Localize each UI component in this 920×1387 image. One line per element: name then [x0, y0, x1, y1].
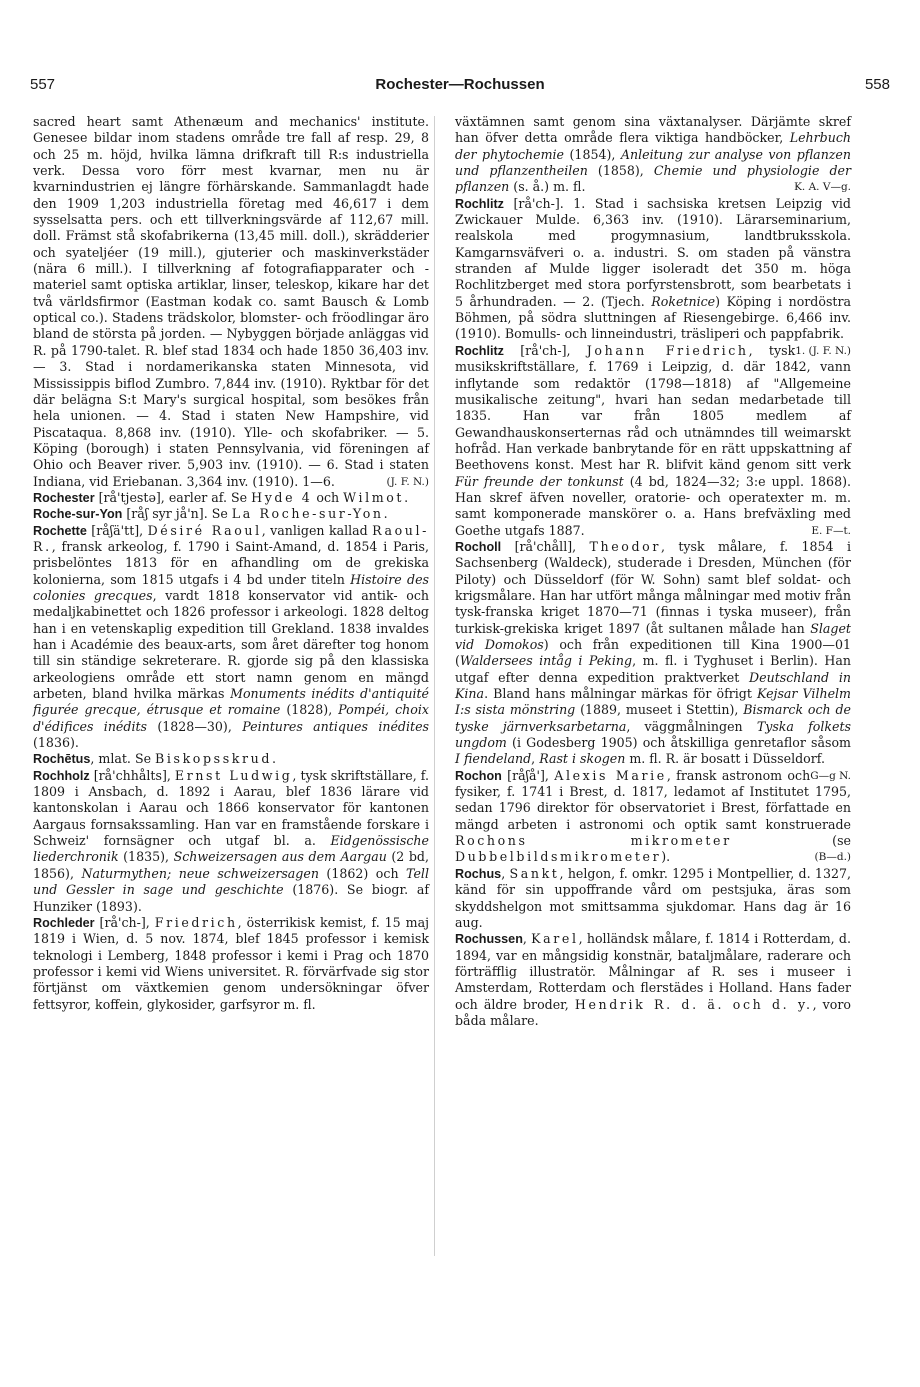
cross-reference: Wilmot [343, 489, 405, 505]
headword: Rochussen [455, 932, 523, 947]
headword: Rochholz [33, 768, 90, 783]
headword: Rochētus [33, 752, 91, 767]
entry-rochetus: Rochētus, mlat. Se Biskopsskrud. [33, 751, 277, 767]
entry-rochlitz-town: Rochlitz [rå'ch-]. 1. Stad i sachsiska kretsen Leipzig vid Zwickauer Mulde. 6,363 inv. (1910). Lärarseminarium, realskola med progymnasium, landtbruksskola. Kamgarnsväfveri o. a. industri. S. om staden på vänstra stranden af Mulde ligger isoleradt det 350 m. höga Rochlitzberget med stora porfyrstensbrott, som bearbetats i 5 århundraden. — 2. (Tjech. Roketnice) Köping i nordöstra Böhmen, på södra sluttningen af Riesengebirge. 6,466 inv. (1910). Bomulls- och linneindustri, träsliperi och pappfabrik. 1. (J. F. N.) [455, 196, 851, 343]
signature: G—g N. [810, 769, 851, 782]
signature: (B—d.) [814, 851, 851, 864]
headword: Rochon [455, 768, 502, 783]
entry-rochus: Rochus, Sankt, helgon, f. omkr. 1295 i Montpellier, d. 1327, känd för sin uppoffrande vård om pestsjuka, äras som skyddshelgon mot smittsamma sjukdomar. Hans dag är 16 aug. [455, 865, 851, 930]
headword: Rochlitz [455, 343, 504, 358]
entry-rochholz: Rochholz [rå'chhålts], Ernst Ludwig, tysk skriftställare, f. 1809 i Ansbach, d. 1892 i Aarau, blef 1836 lärare vid kantonskolan i Aarau och 1866 konservator för kantonen Aargaus fornsakssamling. Han var en framstående forskare i Schweiz' fornsägner och utgaf bl. a. Eidgenössische liederchronik (1835), Schweizersagen aus dem Aargau (2 bd, 1856), Naturmythen; neue schweizersagen (1862) och Tell und Gessler in sage und geschichte (1876). Se biogr. af Hunziker (1893). [33, 767, 430, 914]
entry-roche-sur-yon: Roche-sur-Yon [råʃ syr jå'n]. Se La Roche-sur-Yon. [33, 506, 388, 522]
entry-rochleder: Rochleder [rå'ch-], Friedrich, österrikisk kemist, f. 15 maj 1819 i Wien, d. 5 nov. 1874, blef 1845 professor i kemisk teknologi i Lemberg, 1848 professor i kemi i Prag och 1870 professor i kemi vid Wiens universitet. R. förvärfvade sig stor förtjänst om växtkemien genom undersökningar öfver fettsyror, koffein, glykosider, garfsyror m. fl. [33, 914, 430, 1012]
headword: Rochlitz [455, 196, 504, 211]
headword: Rochette [33, 523, 87, 538]
signature: E. F—t. [811, 524, 851, 537]
page-header [30, 76, 890, 98]
column-divider [434, 116, 435, 1256]
headword: Rochester [33, 490, 95, 505]
cross-reference: Hyde 4 [251, 489, 313, 505]
headword: Roche-sur-Yon [33, 507, 123, 522]
left-column [33, 114, 429, 1013]
entry-rochussen: Rochussen, Karel, holländsk målare, f. 1814 i Rotterdam, d. 1894, var en mångsidig konstnär, bataljmålare, raderare och förträfflig illustratör. Målningar af R. ses i museer i Amsterdam, Rotterdam och flerstädes i Holland. Hans fader och äldre broder, Hendrik R. d. ä. och d. y., voro båda målare. [455, 931, 851, 1028]
cross-reference: Dubbelbildsmikrometer [455, 849, 662, 865]
entry-rochon: Rochon [råʃå'], Alexis Marie, fransk astronom och fysiker, f. 1741 i Brest, d. 1817, ledamot af Institutet 1795, sedan 1796 direktor för observatoriet i Brest, författade en mängd arbeten i astronomi och optik samt konstruerade Rochons mikrometer (se Dubbelbildsmikrometer). (B—d.) [455, 767, 851, 865]
headword: Rochleder [33, 915, 95, 930]
signature: K. A. V—g. [794, 181, 851, 194]
headword: Rocholl [455, 539, 502, 554]
cross-reference: Biskopsskrud [155, 751, 273, 767]
entry-rochester-earl: Rochester [rå'tjestə], earler af. Se Hyde 4 och Wilmot. [33, 489, 409, 505]
entry-rochlitz-johann: Rochlitz [rå'ch-], Johann Friedrich, tysk musikskriftställare, f. 1769 i Leipzig, d. där 1842, vann inflytande som redaktör (1798—1818) af "Allgemeine musikalische zeitung", hvari han sedan medarbetade till 1835. Han var från 1805 medlem af Gewandhauskonserternas råd och utnämndes till weimarskt hofråd. Han verkade banbrytande för en rätt uppskattning af Beethovens konst. Mest har R. blifvit känd genom sitt verk Für freunde der tonkunst (4 bd, 1824—32; 3:e uppl. 1868). Han skref äfven noveller, oratorie- och operatexter m. m. samt komponerade manskörer o. a. Hans brefväxling med Goethe utgafs 1887. E. F—t. [455, 342, 851, 538]
right-column [455, 114, 851, 1029]
entry-rocholl: Rocholl [rå'chåll], Theodor, tysk målare, f. 1854 i Sachsenberg (Waldeck), studerade i Dresden, München (för Piloty) och Düsseldorf (för W. Sohn) samt blef soldat- och krigsmålare. Han har utfört många målningar med motiv från tysk-franska kriget 1870—71 (finnas i tyska museer), från turkisk-grekiska kriget 1897 (åt sultanen målade han Slaget vid Domokos) och från expeditionen till Kina 1900—01 (Waldersees intåg i Peking, m. fl. i Tyghuset i Berlin). Han utgaf efter denna expedition praktverket Deutschland in Kina. Bland hans målningar märkas för öfrigt Kejsar Vilhelm I:s sista mönstring (1889, museet i Stettin), Bismarck och de tyske järnverksarbetarna, väggmålningen Tyska folkets ungdom (i Godesberg 1905) och åtskilliga genretaflor såsom I fiendeland, Rast i skogen m. fl. R. är bosatt i Düsseldorf. G—g N. [455, 539, 851, 768]
cross-reference: La Roche-sur-Yon [231, 506, 384, 522]
page-number-right: 558 [864, 76, 890, 93]
signature: (J. F. N.) [386, 475, 429, 488]
running-title: Rochester—Rochussen [375, 76, 545, 93]
page-number-left: 557 [30, 76, 56, 93]
entry-rochleder-continued: växtämnen samt genom sina växtanalyser. Därjämte skref han öfver detta område flera viktiga handböcker, Lehrbuch der phytochemie (1854), Anleitung zur analyse von pflanzen und pflanzentheilen (1858), Chemie und physiologie der pflanzen (s. å.) m. fl. K. A. V—g. [455, 114, 852, 195]
signature: 1. (J. F. N.) [795, 344, 851, 357]
entry-rochester-continued: sacred heart samt Athenæum and mechanics' institute. Genesee bildar inom stadens område tre fall af resp. 29, 8 och 25 m. höjd, hvilka lämna drifkraft till R:s industriella verk. Dessa voro förr mest kvarnar, men nu är kvarnindustrien ej längre förhärskande. Sammanlagdt hade den 1909 1,203 industriella företag med 46,617 i dem sysselsatta pers. och ett tillverkningsvärde af 112,67 mill. doll. Främst stå skofabrikerna (13,45 mill. doll.), skrädderier och syateljéer (19 mill.), gjuterier och maskinverkstäder (nära 6 mill.). I tillverkning af fotografiapparater och -materiel samt optiska artiklar, linser, teleskop, kikare har det två världsfirmor (Eastman kodak co. samt Bausch & Lomb optical co.). Stadens trädskolor, blomster- och fröodlingar äro bland de största på jorden. — Nybyggen började anläggas vid R. på 1790-talet. R. blef stad 1834 och hade 1850 36,403 inv. — 3. Stad i nordamerikanska staten Minnesota, vid Mississippis biflod Zumbro. 7,844 inv. (1910). Ryktbar för det där belägna S:t Mary's surgical hospital, som besökes från hela unionen. — 4. Stad i staten New Hampshire, vid Piscataqua. 8,868 inv. (1910). Ylle- och skofabriker. — 5. Köping (borough) i staten Pennsylvania, vid föreningen af Ohio och Beaver river. 5,903 inv. (1910). — 6. Stad i staten Indiana, vid Eriebanan. 3,364 inv. (1910). 1—6. (J. F. N.) [33, 114, 429, 489]
entry-rochette: Rochette [råʃä'tt], Désiré Raoul, vanligen kallad Raoul-R., fransk arkeolog, f. 1790 i Saint-Amand, d. 1854 i Paris, prisbelöntes 1813 för en afhandling om de grekiska kolonierna, som 1815 utgafs i 4 bd under titeln Histoire des colonies grecques, vardt 1818 konservator vid antik- och medaljkabinettet och 1826 professor i arkeologi. 1828 deltog han i en vetenskaplig expedition till Grekland. 1838 invaldes han i Académie des beaux-arts, som året därefter tog honom till sin ständige sekreterare. R. gjorde sig på den klassiska arkeologiens område ett stort namn genom en mängd arbeten, bland hvilka märkas Monuments inédits d'antiquité figurée grecque, étrusque et romaine (1828), Pompéi, choix d'édifices inédits (1828—30), Peintures antiques inédites (1836). [33, 522, 430, 751]
cross-reference: Rochons mikrometer [455, 833, 732, 849]
headword: Rochus [455, 866, 502, 881]
